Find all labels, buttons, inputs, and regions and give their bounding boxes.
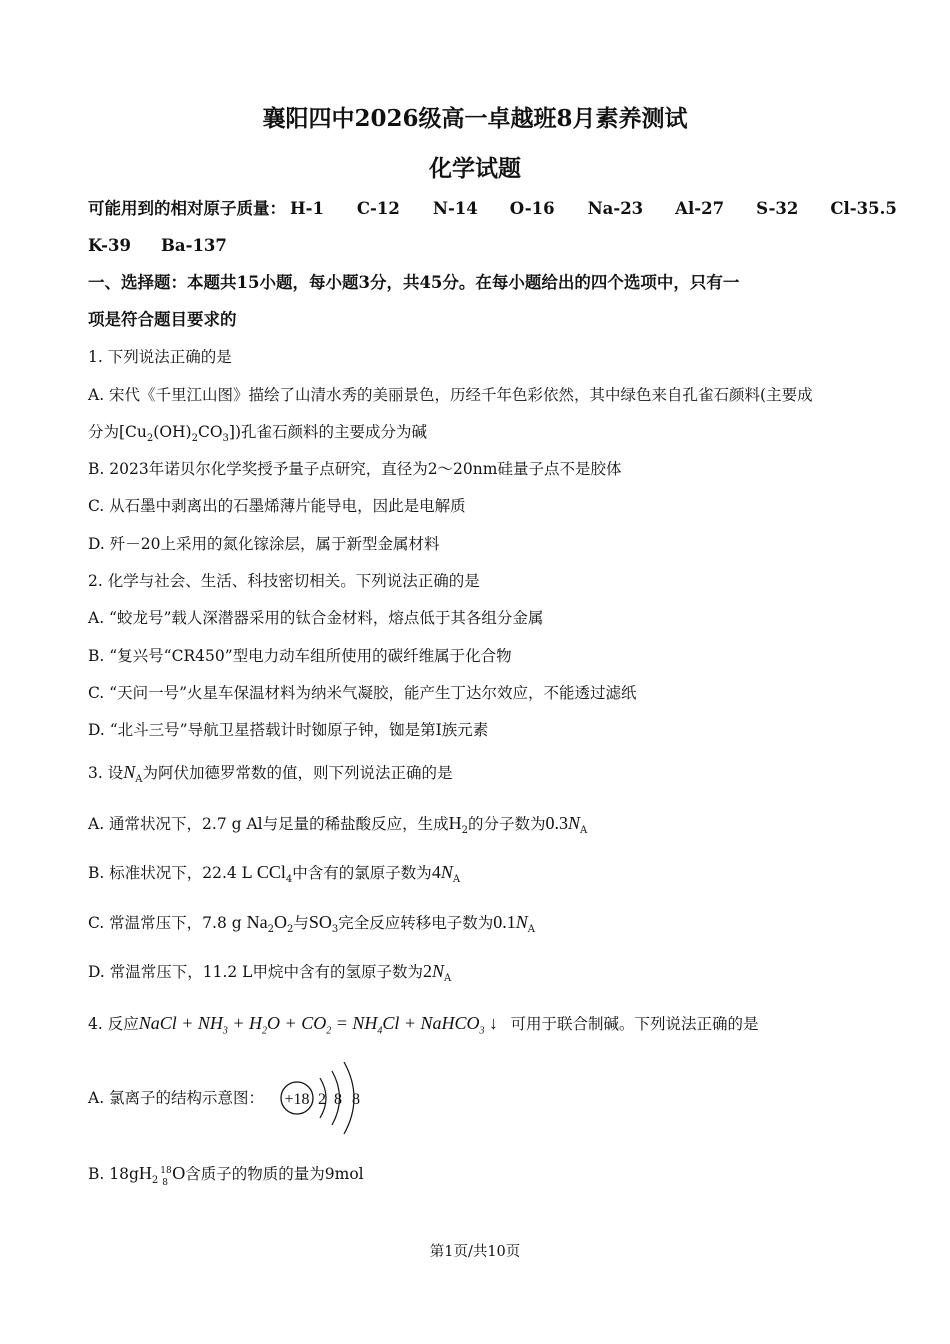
q2-option-c: C. “天问一号”火星车保温材料为纳米气凝胶，能产生丁达尔效应，不能透过滤纸	[88, 684, 637, 702]
atomic-mass-item: Cl-35.5	[830, 199, 897, 218]
nucleus-charge: +18	[284, 1091, 310, 1108]
text-span: 含质子的物质的量为9mol	[185, 1165, 364, 1183]
answer-value: 4	[431, 862, 441, 882]
shell-electron-count: 8	[334, 1091, 342, 1108]
atomic-mass-item: N-14	[432, 199, 478, 218]
atomic-mass-item: K-39	[88, 236, 131, 255]
q2-stem: 2. 化学与社会、生活、科技密切相关。下列说法正确的是	[88, 572, 480, 590]
answer-value: 2	[422, 961, 432, 981]
text-span: 的分子数为	[468, 815, 546, 833]
q4-stem	[88, 1013, 759, 1042]
text-span: 可用于联合制碱。下列说法正确的是	[510, 1015, 759, 1033]
q4-option-a: A. 氯离子的结构示意图：	[88, 1089, 265, 1107]
text-span: D. 常温常压下，11.2 L甲烷中含有的氢原子数为	[88, 963, 423, 981]
text-span: 分为[Cu	[88, 423, 147, 441]
q1-stem: 1. 下列说法正确的是	[88, 348, 232, 366]
q2-option-a: A. “蛟龙号”载人深潜器采用的钛合金材料，熔点低于其各组分金属	[88, 609, 544, 627]
answer-value: 0.1	[493, 912, 516, 932]
q2-option-b: B. “复兴号“CR450”型电力动车组所使用的碳纤维属于化合物	[88, 647, 512, 665]
text-span: 与	[293, 914, 309, 932]
text-span: ])孔雀石颜料的主要成分为碱	[228, 423, 428, 441]
text-span: 4. 反应	[88, 1015, 139, 1033]
atomic-mass-item: H-1	[290, 199, 324, 218]
down-arrow-icon: ↓	[484, 1013, 503, 1033]
text-span: 3. 设	[88, 764, 124, 782]
text-span: B. 标准状况下，22.4 L	[88, 864, 257, 882]
section-heading: 一、选择题：本题共15小题，每小题3分，共45分。在每小题给出的四个选项中，只有一	[88, 273, 740, 292]
text-span: A. 通常状况下，2.7 g Al与足量的稀盐酸反应，生成	[88, 815, 449, 833]
q1-option-b: B. 2023年诺贝尔化学奖授予量子点研究，直径为2～20nm硅量子点不是胶体	[88, 460, 622, 478]
atomic-mass-item: Na-23	[587, 199, 644, 218]
atomic-mass-item: S-32	[756, 199, 799, 218]
q3-option-c: C. 常温常压下，7.8 g $Na_2O_2$与$SO_3$完全反应转移电子数为$0.1N_A$	[88, 912, 536, 936]
text-span: CO	[197, 423, 223, 441]
text-span: C. 常温常压下，7.8 g	[88, 914, 247, 932]
text-span: B. 18g	[88, 1165, 139, 1183]
atomic-mass-item: O-16	[509, 199, 555, 218]
q4-option-b: B. $18gH_2$ 18 8 O含质子的物质的量为9mol	[88, 1163, 364, 1188]
section-heading-cont: 项是符合题目要求的	[88, 310, 237, 329]
q3-option-b: B. 标准状况下，22.4 L CCl$_4$中含有的氯原子数为$4N_A$	[88, 862, 461, 886]
q3-stem: 3. 设$N_A$为阿伏加德罗常数的值，则下列说法正确的是	[88, 762, 453, 786]
atomic-mass-row-1	[88, 199, 897, 219]
atomic-mass-row-2	[88, 236, 227, 256]
atomic-mass-item: Al-27	[675, 199, 725, 218]
atomic-mass-item: Ba-137	[160, 236, 227, 255]
q1-option-c: C. 从石墨中剥离出的石墨烯薄片能导电，因此是电解质	[88, 497, 466, 515]
text-span: (OH)	[153, 423, 192, 441]
text-span: 中含有的氯原子数为	[292, 864, 432, 882]
chloride-ion-structure-diagram	[278, 1058, 368, 1138]
exam-subtitle: 化学试题	[429, 155, 521, 182]
shell-electron-count: 8	[352, 1091, 360, 1108]
q3-option-a: A. 通常状况下，2.7 g Al与足量的稀盐酸反应，生成$H_2$的分子数为$0.3N_A$	[88, 813, 588, 837]
shell-electron-count: 2	[318, 1091, 326, 1108]
text-span: 完全反应转移电子数为	[338, 914, 494, 932]
exam-title: 襄阳四中2026级高一卓越班8月素养测试	[262, 105, 688, 132]
q1-option-a: A. 宋代《千里江山图》描绘了山清水秀的美丽景色，历经千年色彩依然，其中绿色来自孔雀石颜料(主要成	[88, 386, 813, 404]
atomic-mass-item: C-12	[356, 199, 400, 218]
q2-option-d: D. “北斗三号”导航卫星搭载计时铷原子钟，铷是第Ⅰ族元素	[88, 721, 489, 739]
atomic-mass-label: 可能用到的相对原子质量：	[88, 199, 286, 218]
q3-option-d: D. 常温常压下，11.2 L甲烷中含有的氢原子数为$2N_A$	[88, 961, 452, 985]
isotope-label: 18 8	[160, 1166, 172, 1188]
answer-value: 0.3	[545, 813, 569, 833]
page-footer: 第1页/共10页	[429, 1244, 521, 1260]
text-span: 为阿伏加德罗常数的值，则下列说法正确的是	[142, 764, 453, 782]
q1-option-a-cont: 分为$[Cu_2(OH)_2CO_3]$)孔雀石颜料的主要成分为碱	[88, 423, 428, 445]
q1-option-d: D. 歼－20上采用的氮化镓涂层，属于新型金属材料	[88, 535, 440, 553]
chemical-equation: NaCl + $NH_3 + H_2O + CO_2 = NH_4Cl$ + NaHCO$_3$	[138, 1013, 485, 1037]
